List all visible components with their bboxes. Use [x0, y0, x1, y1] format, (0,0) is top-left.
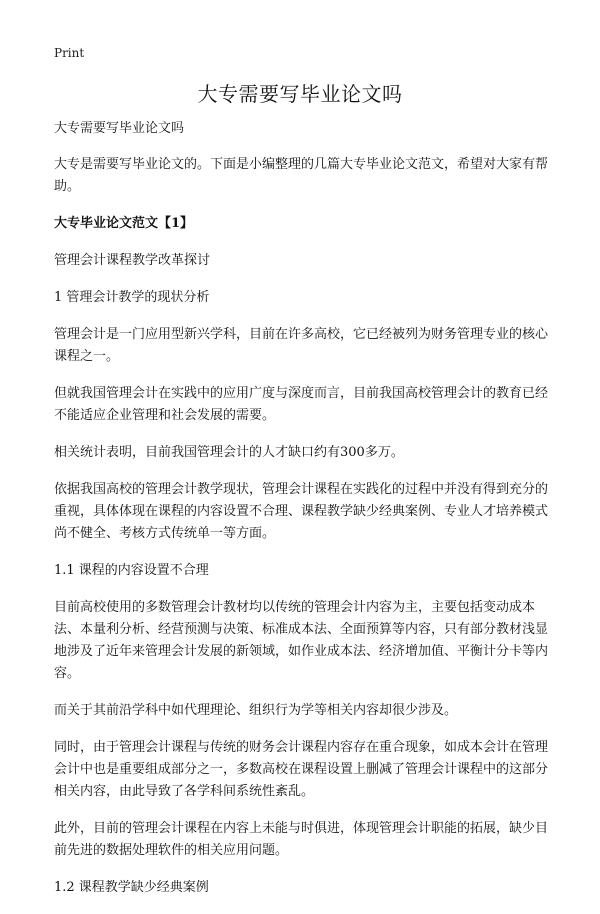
- body-paragraph: 此外，目前的管理会计课程在内容上未能与时俱进，体现管理会计职能的拓展，缺少目前先进的数据处理软件的相关应用问题。: [54, 821, 549, 858]
- body-paragraph: 依据我国高校的管理会计教学现状，管理会计课程在实践化的过程中并没有得到充分的重视，具体体现在课程的内容设置不合理、课程教学缺少经典案例、专业人才培养模式尚不健全、考核方式传统单一等方面。: [54, 482, 549, 541]
- body-paragraph: 管理会计是一门应用型新兴学科，目前在许多高校，它已经被列为财务管理专业的核心课程之一。: [54, 327, 549, 364]
- intro-paragraph: 大专是需要写毕业论文的。下面是小编整理的几篇大专毕业论文范文，希望对大家有帮助。: [54, 157, 549, 194]
- body-paragraph: 同时，由于管理会计课程与传统的财务会计课程内容存在重合现象，如成本会计在管理会计中也是重要组成部分之一，多数高校在课程设置上删减了管理会计课程中的这部分相关内容，由此导致了各学科间系统性紊乱。: [54, 740, 549, 799]
- body-paragraph: 但就我国管理会计在实践中的应用广度与深度而言，目前我国高校管理会计的教育已经不能适应企业管理和社会发展的需要。: [54, 386, 549, 423]
- heading-1-1: 1.1 课程的内容设置不合理: [54, 563, 209, 578]
- article-body: [54, 118, 548, 914]
- heading-1-2: 1.2 课程教学缺少经典案例: [54, 880, 209, 895]
- essay-title: 管理会计课程教学改革探讨: [54, 253, 211, 268]
- body-paragraph: 目前高校使用的多数管理会计教材均以传统的管理会计内容为主，主要包括变动成本法、本量利分析、经营预测与决策、标准成本法、全面预算等内容，只有部分教材浅显地涉及了近年来管理会计发展的新领域，如作业成本法、经济增加值、平衡计分卡等内容。: [54, 600, 549, 681]
- intro-heading: 大专需要写毕业论文吗: [54, 121, 185, 136]
- section-title: 大专毕业论文范文【1】: [54, 216, 194, 231]
- body-paragraph: 相关统计表明，目前我国管理会计的人才缺口约有300多万。: [54, 445, 404, 460]
- article-title: 大专需要写毕业论文吗: [197, 82, 403, 106]
- print-link[interactable]: Print: [54, 46, 85, 60]
- heading-1: 1 管理会计教学的现状分析: [54, 290, 210, 305]
- body-paragraph: 而关于其前沿学科中如代理理论、组织行为学等相关内容却很少涉及。: [54, 703, 458, 718]
